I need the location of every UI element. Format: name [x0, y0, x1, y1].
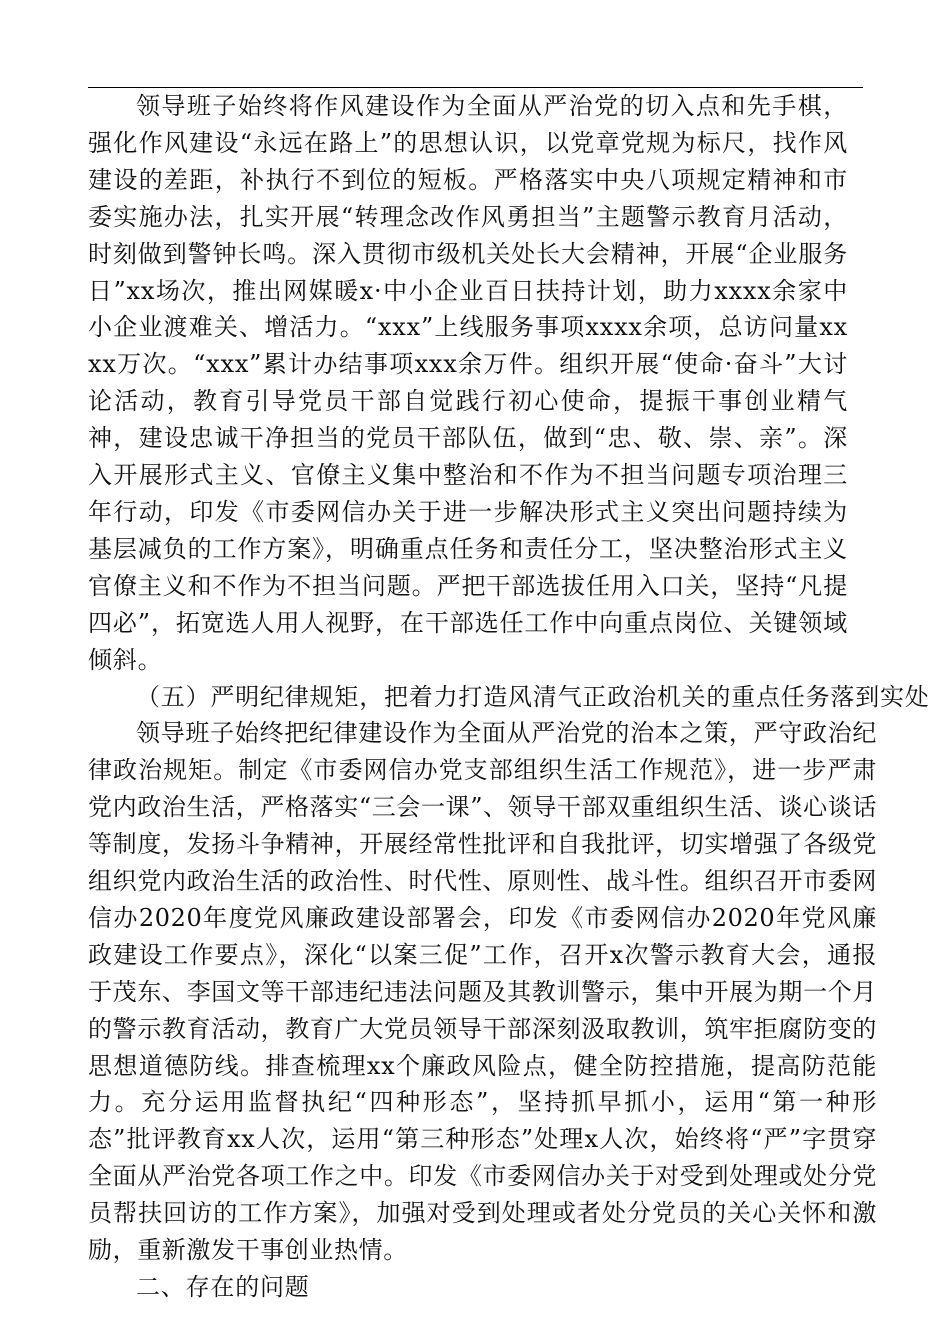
- paragraph-work-style: 领导班子始终将作风建设作为全面从严治党的切入点和先手棋，强化作风建设“永远在路上”的思想认识，以党章党规为标尺，找作风建设的差距，补执行不到位的短板。严格落实中央八项规定精神和市委实施办法，扎实开展“转理念改作风勇担当”主题警示教育月活动，时刻做到警钟长鸣。深入贯彻市级机关处长大会精神，开展“企业服务日”xx场次，推出网媒暖x·中小企业百日扶持计划，助力xxxx余家中小企业渡难关、增活力。“xxx”上线服务事项xxxx余项，总访问量xxxx万次。“xxx”累计办结事项xxx余万件。组织开展“使命·奋斗”大讨论活动，教育引导党员干部自觉践行初心使命，提振干事创业精气神，建设忠诚干净担当的党员干部队伍，做到“忠、敬、崇、亲”。深入开展形式主义、官僚主义集中整治和不作为不担当问题专项治理三年行动，印发《市委网信办关于进一步解决形式主义突出问题持续为基层减负的工作方案》，明确重点任务和责任分工，坚决整治形式主义官僚主义和不作为不担当问题。严把干部选拔任用入口关，坚持“凡提四必”，拓宽选人用人视野，在干部选任工作中向重点岗位、关键领域倾斜。: [88, 92, 848, 674]
- document-body: [88, 88, 930, 1306]
- section-heading-problems: 二、存在的问题: [136, 1273, 310, 1301]
- paragraph-discipline: 领导班子始终把纪律建设作为全面从严治党的治本之策，严守政治纪律政治规矩。制定《市委网信办党支部组织生活工作规范》，进一步严肃党内政治生活，严格落实“三会一课”、领导干部双重组织生活、谈心谈话等制度，发扬斗争精神，开展经常性批评和自我批评，切实增强了各级党组织党内政治生活的政治性、时代性、原则性、战斗性。组织召开市委网信办2020年度党风廉政建设部署会，印发《市委网信办2020年党风廉政建设工作要点》，深化“以案三促”工作，召开x次警示教育大会，通报于茂东、李国文等干部违纪违法问题及其教训警示，集中开展为期一个月的警示教育活动，教育广大党员领导干部深刻汲取教训，筑牢拒腐防变的思想道德防线。排查梳理xx个廉政风险点，健全防控措施，提高防范能力。充分运用监督执纪“四种形态”，坚持抓早抓小，运用“第一种形态”批评教育xx人次，运用“第三种形态”处理x人次，始终将“严”字贯穿全面从严治党各项工作之中。印发《市委网信办关于对受到处理或处分党员帮扶回访的工作方案》，加强对受到处理或者处分党员的关心关怀和激励，重新激发干事创业热情。: [88, 719, 877, 1265]
- section-heading-discipline: （五）严明纪律规矩，把着力打造风清气正政治机关的重点任务落到实处: [136, 682, 930, 711]
